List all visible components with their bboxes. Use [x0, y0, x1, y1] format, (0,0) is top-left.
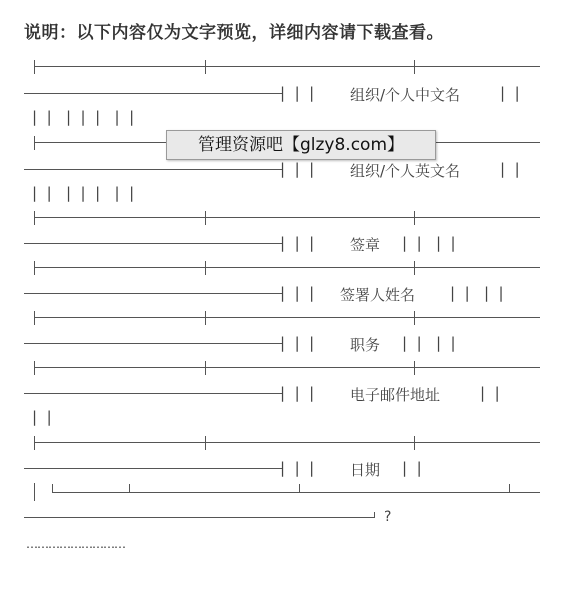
rule-line: [24, 169, 282, 170]
tick-mark: [34, 436, 35, 450]
field-label-english-name: 组织/个人英文名: [350, 162, 461, 180]
trailing-pipes: | |: [500, 160, 520, 178]
field-label-position: 职务: [350, 336, 381, 354]
tick-mark: [34, 261, 35, 275]
tick-mark: [34, 136, 35, 150]
trailing-pipes: | |: [500, 84, 520, 102]
tick-mark: [414, 311, 415, 325]
tick-mark: [52, 484, 53, 493]
trailing-pipes: | |: [480, 384, 500, 402]
rule-line: [34, 367, 540, 368]
tick-mark: [205, 211, 206, 225]
field-label-date: 日期: [350, 461, 381, 479]
pipe-row: | |: [32, 408, 52, 426]
rule-line: [34, 66, 540, 67]
tick-mark: [34, 211, 35, 225]
rule-line: [24, 93, 282, 94]
separator-pipes: | | |: [280, 284, 315, 302]
watermark-banner: 管理资源吧【glzy8.com】: [166, 130, 436, 160]
separator-pipes: | | |: [280, 384, 315, 402]
tick-mark: [414, 261, 415, 275]
field-label-chinese-name: 组织/个人中文名: [350, 86, 461, 104]
preview-notice: 说明：以下内容仅为文字预览，详细内容请下载查看。: [24, 23, 444, 43]
tick-mark: [34, 311, 35, 325]
tick-mark: [34, 60, 35, 74]
tick-mark: [414, 60, 415, 74]
rule-line: [24, 343, 282, 344]
rule-line: [34, 317, 540, 318]
separator-pipes: | | |: [280, 160, 315, 178]
field-label-seal: 签章: [350, 236, 381, 254]
rule-line: [24, 243, 282, 244]
tick-mark: [34, 483, 35, 501]
tick-mark: [374, 512, 375, 518]
trailing-pipes: | | | |: [402, 234, 456, 252]
dotted-leader: ………………………: [26, 537, 125, 551]
separator-pipes: | | |: [280, 459, 315, 477]
rule-line: [24, 293, 282, 294]
tick-mark: [205, 311, 206, 325]
end-mark: ?: [384, 509, 392, 525]
tick-mark: [205, 436, 206, 450]
trailing-pipes: | | | |: [402, 334, 456, 352]
rule-line: [34, 217, 540, 218]
tick-mark: [509, 484, 510, 493]
rule-line: [24, 468, 282, 469]
trailing-pipes: | |: [402, 459, 422, 477]
rule-line: [52, 492, 540, 493]
tick-mark: [299, 484, 300, 493]
pipe-row: | | | | | | |: [32, 108, 135, 126]
separator-pipes: | | |: [280, 334, 315, 352]
rule-line: [24, 393, 282, 394]
tick-mark: [414, 436, 415, 450]
tick-mark: [205, 261, 206, 275]
tick-mark: [34, 361, 35, 375]
rule-line: [34, 442, 540, 443]
tick-mark: [414, 361, 415, 375]
tick-mark: [205, 361, 206, 375]
rule-line: [24, 517, 374, 518]
tick-mark: [414, 211, 415, 225]
separator-pipes: | | |: [280, 234, 315, 252]
field-label-email: 电子邮件地址: [350, 386, 441, 404]
separator-pipes: | | |: [280, 84, 315, 102]
pipe-row: | | | | | | |: [32, 184, 135, 202]
trailing-pipes: | | | |: [450, 284, 504, 302]
tick-mark: [205, 60, 206, 74]
rule-line: [34, 267, 540, 268]
field-label-signer-name: 签署人姓名: [340, 286, 416, 304]
tick-mark: [129, 484, 130, 493]
